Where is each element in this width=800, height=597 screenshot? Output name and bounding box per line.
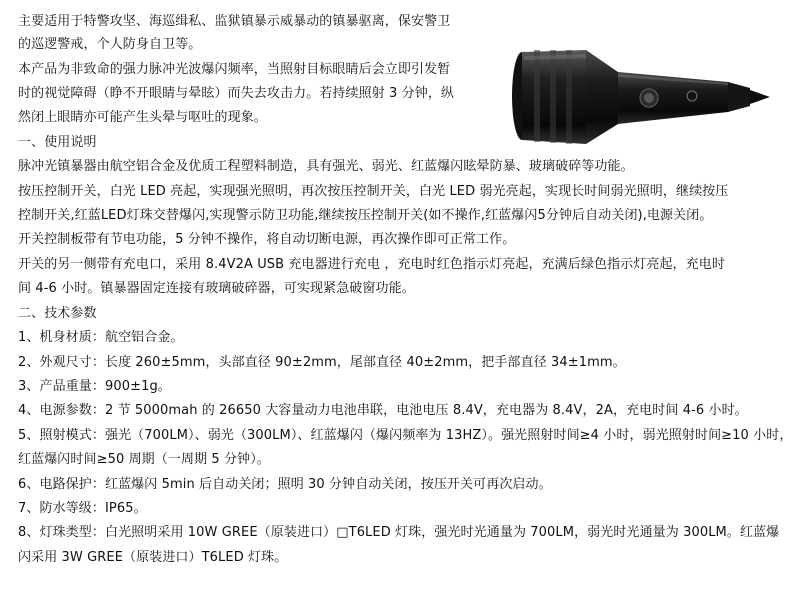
usage-line: 按压控制开关，白光 LED 亮起，实现强光照明，再次按压控制开关，白光 LED 弱光亮起，实现长时间弱光照明，继续按压	[18, 184, 729, 199]
spec-line: 5、照射模式：强光（700LM）、弱光（300LM）、红蓝爆闪（爆闪频率为 13HZ）。强光照射时间≥4 小时，弱光照射时间≥10 小时，	[18, 428, 793, 443]
section-heading-usage: 一、使用说明	[18, 135, 97, 150]
usage-line: 脉冲光镇暴器由航空铝合金及优质工程塑料制造，具有强光、弱光、红蓝爆闪眩晕防暴、玻璃破碎等功能。	[18, 159, 634, 174]
spec-line: 6、电路保护：红蓝爆闪 5min 后自动关闭；照明 30 分钟自动关闭，按压开关可再次启动。	[18, 477, 552, 492]
intro-line: 然闭上眼睛亦可能产生头晕与呕吐的现象。	[18, 110, 267, 125]
spec-line: 1、机身材质：航空铝合金。	[18, 330, 184, 345]
spec-line: 闪采用 3W GREE（原装进口）T6LED 灯珠。	[18, 550, 288, 565]
spec-line: 2、外观尺寸：长度 260±5mm，头部直径 90±2mm，尾部直径 40±2mm，把手部直径 34±1mm。	[18, 355, 626, 370]
intro-line: 时的视觉障碍（睁不开眼睛与晕眩）而失去攻击力。若持续照射 3 分钟，纵	[18, 86, 455, 101]
spec-line: 8、灯珠类型：白光照明采用 10W GREE（原装进口）□T6LED 灯珠，强光时光通量为 700LM，弱光时光通量为 300LM。红蓝爆	[18, 525, 780, 540]
intro-line: 的巡逻警戒，个人防身自卫等。	[18, 37, 202, 52]
flashlight-photo	[498, 26, 794, 154]
spec-line: 3、产品重量：900±1g。	[18, 379, 171, 394]
section-heading-specs: 二、技术参数	[18, 306, 97, 321]
intro-line: 主要适用于特警攻坚、海巡缉私、监狱镇暴示威暴动的镇暴驱离，保安警卫	[18, 14, 451, 29]
intro-line: 本产品为非致命的强力脉冲光波爆闪频率，当照射目标眼睛后会立即引发暂	[18, 62, 451, 77]
usage-line: 开关控制板带有节电功能，5 分钟不操作，将自动切断电源，再次操作即可正常工作。	[18, 232, 516, 247]
usage-line: 控制开关,红蓝LED灯珠交替爆闪,实现警示防卫功能,继续按压控制开关(如不操作,红蓝爆闪5分钟后自动关闭),电源关闭。	[18, 208, 713, 223]
flashlight-icon	[498, 26, 794, 154]
spec-line: 4、电源参数：2 节 5000mah 的 26650 大容量动力电池串联，电池电压 8.4V，充电器为 8.4V，2A，充电时间 4-6 小时。	[18, 403, 748, 418]
usage-line: 开关的另一侧带有充电口，采用 8.4V2A USB 充电器进行充电 ，充电时红色指示灯亮起，充满后绿色指示灯亮起，充电时	[18, 257, 725, 272]
spec-line: 红蓝爆闪时间≥50 周期（一周期 5 分钟）。	[18, 452, 270, 467]
usage-line: 间 4-6 小时。镇暴器固定连接有玻璃破碎器，可实现紧急破窗功能。	[18, 281, 415, 296]
spec-line: 7、防水等级：IP65。	[18, 501, 147, 516]
